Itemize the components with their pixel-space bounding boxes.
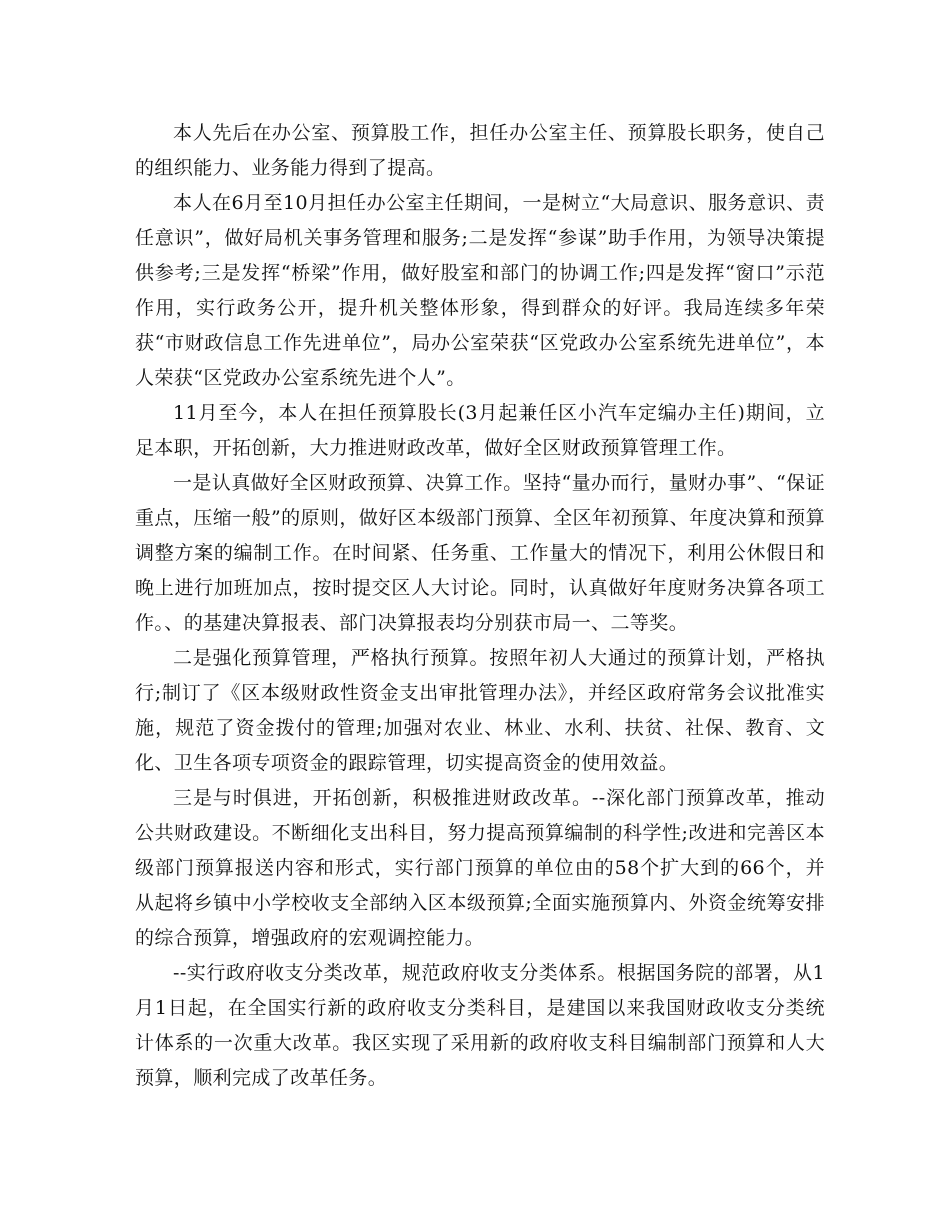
paragraph-5: 二是强化预算管理，严格执行预算。按照年初人大通过的预算计划，严格执行;制订了《区本级财政性资金支出审批管理办法》，并经区政府常务会议批准实施，规范了资金拨付的管理;加强对农业、林业、水利、扶贫、社保、教育、文化、卫生各项专项资金的跟踪管理，切实提高资金的使用效益。 [135, 647, 825, 774]
paragraph-2: 本人在6月至10月担任办公室主任期间，一是树立“大局意识、服务意识、责任意识”，做好局机关事务管理和服务;二是发挥“参谋”助手作用，为领导决策提供参考;三是发挥“桥梁”作用，做好股室和部门的协调工作;四是发挥“窗口”示范作用，实行政务公开，提升机关整体形象，得到群众的好评。我局连续多年荣获“市财政信息工作先进单位”，局办公室荣获“区党政办公室系统先进单位”，本人荣获“区党政办公室系统先进个人”。 [135, 192, 825, 389]
paragraph-6: 三是与时俱进，开拓创新，积极推进财政改革。--深化部门预算改革，推动公共财政建设。不断细化支出科目，努力提高预算编制的科学性;改进和完善区本级部门预算报送内容和形式，实行部门预算的单位由的58个扩大到的66个，并从起将乡镇中小学校收支全部纳入区本级预算;全面实施预算内、外资金统筹安排的综合预算，增强政府的宏观调控能力。 [135, 787, 825, 949]
paragraph-4: 一是认真做好全区财政预算、决算工作。坚持“量办而行，量财办事”、“保证重点，压缩一般”的原则，做好区本级部门预算、全区年初预算、年度决算和预算调整方案的编制工作。在时间紧、任务重、工作量大的情况下，利用公休假日和晚上进行加班加点，按时提交区人大讨论。同时，认真做好年度财务决算各项工作。、的基建决算报表、部门决算报表均分别获市局一、二等奖。 [135, 472, 825, 634]
paragraph-3: 11月至今，本人在担任预算股长(3月起兼任区小汽车定编办主任)期间，立足本职，开拓创新，大力推进财政改革，做好全区财政预算管理工作。 [135, 402, 825, 459]
paragraph-7: --实行政府收支分类改革，规范政府收支分类体系。根据国务院的部署，从1月1日起，在全国实行新的政府收支分类科目，是建国以来我国财政收支分类统计体系的一次重大改革。我区实现了采用新的政府收支科目编制部门预算和人大预算，顺利完成了改革任务。 [135, 962, 825, 1089]
document-body [135, 116, 825, 1096]
paragraph-1: 本人先后在办公室、预算股工作，担任办公室主任、预算股长职务，使自己的组织能力、业务能力得到了提高。 [135, 122, 825, 179]
